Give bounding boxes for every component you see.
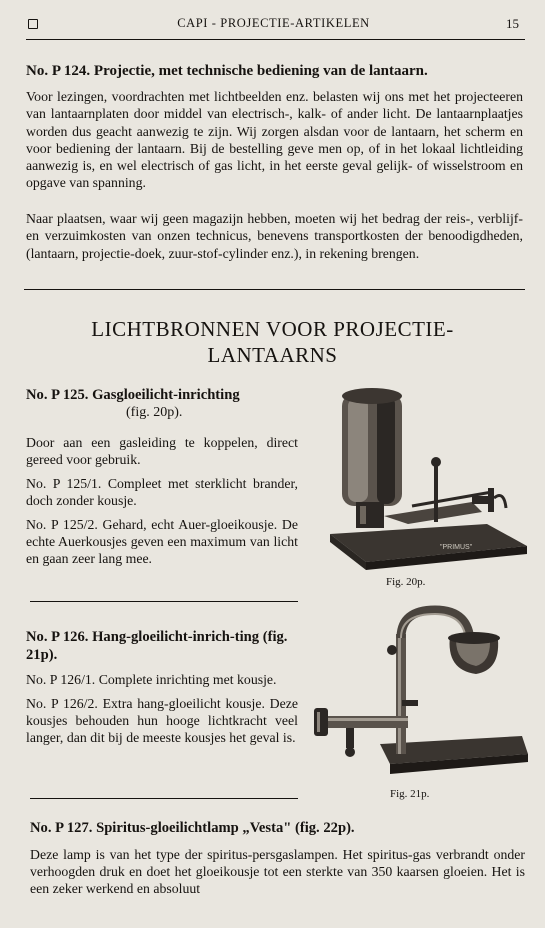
- p126-item-2: No. P 126/2. Extra hang-gloeilicht kousje. Deze kousjes behouden hun hooge lichtkracht veel langer, dan dit bij de meeste kousjes het geval is.: [26, 696, 298, 745]
- p125-item-2: No. P 125/2. Gehard, echt Auer-gloeikousje. De echte Auerkousjes geven een maximum van licht en gaan zeer lang mee.: [26, 517, 298, 566]
- p124-heading: No. P 124. Projectie, met technische bediening van de lantaarn.: [26, 63, 428, 79]
- p124-body: Voor lezingen, voordrachten met lichtbeelden enz. belasten wij ons met het projecteeren van lantaarnplaten door middel van electrisch-, kalk- of ander licht. De lantaarnplaatjes worden dus geacht aanwezig te zijn. Wij zorgen alsdan voor de lantaarn, het scherm en voor bediening der lantaarn. Bij de bestelling geve men op, of in het lokaal lichtleiding aanwezig is, en wel electrisch of gas licht, in het eerste geval gelijk- of wisselstroom en opgave van spanning.: [26, 89, 523, 191]
- header-rule: [26, 39, 525, 40]
- p125-intro: Door aan een gasleiding te koppelen, direct gereed voor gebruik.: [26, 435, 298, 467]
- p127-heading: No. P 127. Spiritus-gloeilichtlamp „Vesta" (fig. 22p).: [30, 820, 355, 836]
- p125-rule: [30, 601, 298, 602]
- primus-label: "PRIMUS": [440, 544, 473, 551]
- section-title-line-1: LICHTBRONNEN VOOR PROJECTIE-: [91, 317, 454, 341]
- p125-item-1: No. P 125/1. Compleet met sterklicht brander, doch zonder kousje.: [26, 476, 298, 508]
- section-rule: [24, 289, 525, 290]
- section-title-line-2: LANTAARNS: [207, 343, 338, 367]
- page-number: 15: [506, 16, 519, 31]
- p126-rule: [30, 798, 298, 799]
- p126-item-1: No. P 126/1. Complete inrichting met kousje.: [26, 672, 277, 687]
- p126-heading: No. P 126. Hang-gloeilicht-inrich-ting (fig. 21p).: [26, 629, 288, 663]
- running-title: CAPI - PROJECTIE-ARTIKELEN: [177, 16, 370, 30]
- p125-block: [26, 386, 298, 567]
- p125-heading-sub: (fig. 20p).: [126, 405, 183, 420]
- section-title: [0, 316, 545, 368]
- hanging-lamp-illustration: [310, 604, 532, 784]
- fig-20p-caption: Fig. 20p.: [386, 576, 426, 588]
- p126-block: [26, 628, 298, 746]
- gas-lamp-illustration: [322, 384, 532, 576]
- p127-body: Deze lamp is van het type der spiritus-persgaslampen. Het spiritus-gas verbrandt onder verhoogden druk en doet het gloeikousje tot een sterkte van 350 kaarsen gloeien. Het is een zeker werkend en absoluut: [30, 847, 525, 896]
- fig-21p-caption: Fig. 21p.: [390, 788, 430, 800]
- p124-body-2: Naar plaatsen, waar wij geen magazijn hebben, moeten wij het bedrag der reis-, verblijf- en verzuimkosten van onzen technicus, benevens transportkosten der benoodigdheden, (lantaarn, projectie-doek, zuur-stof-cylinder enz.), in rekening brengen.: [26, 211, 523, 261]
- p125-heading: No. P 125. Gasgloeilicht-inrichting: [26, 387, 240, 403]
- page-header: [28, 14, 519, 36]
